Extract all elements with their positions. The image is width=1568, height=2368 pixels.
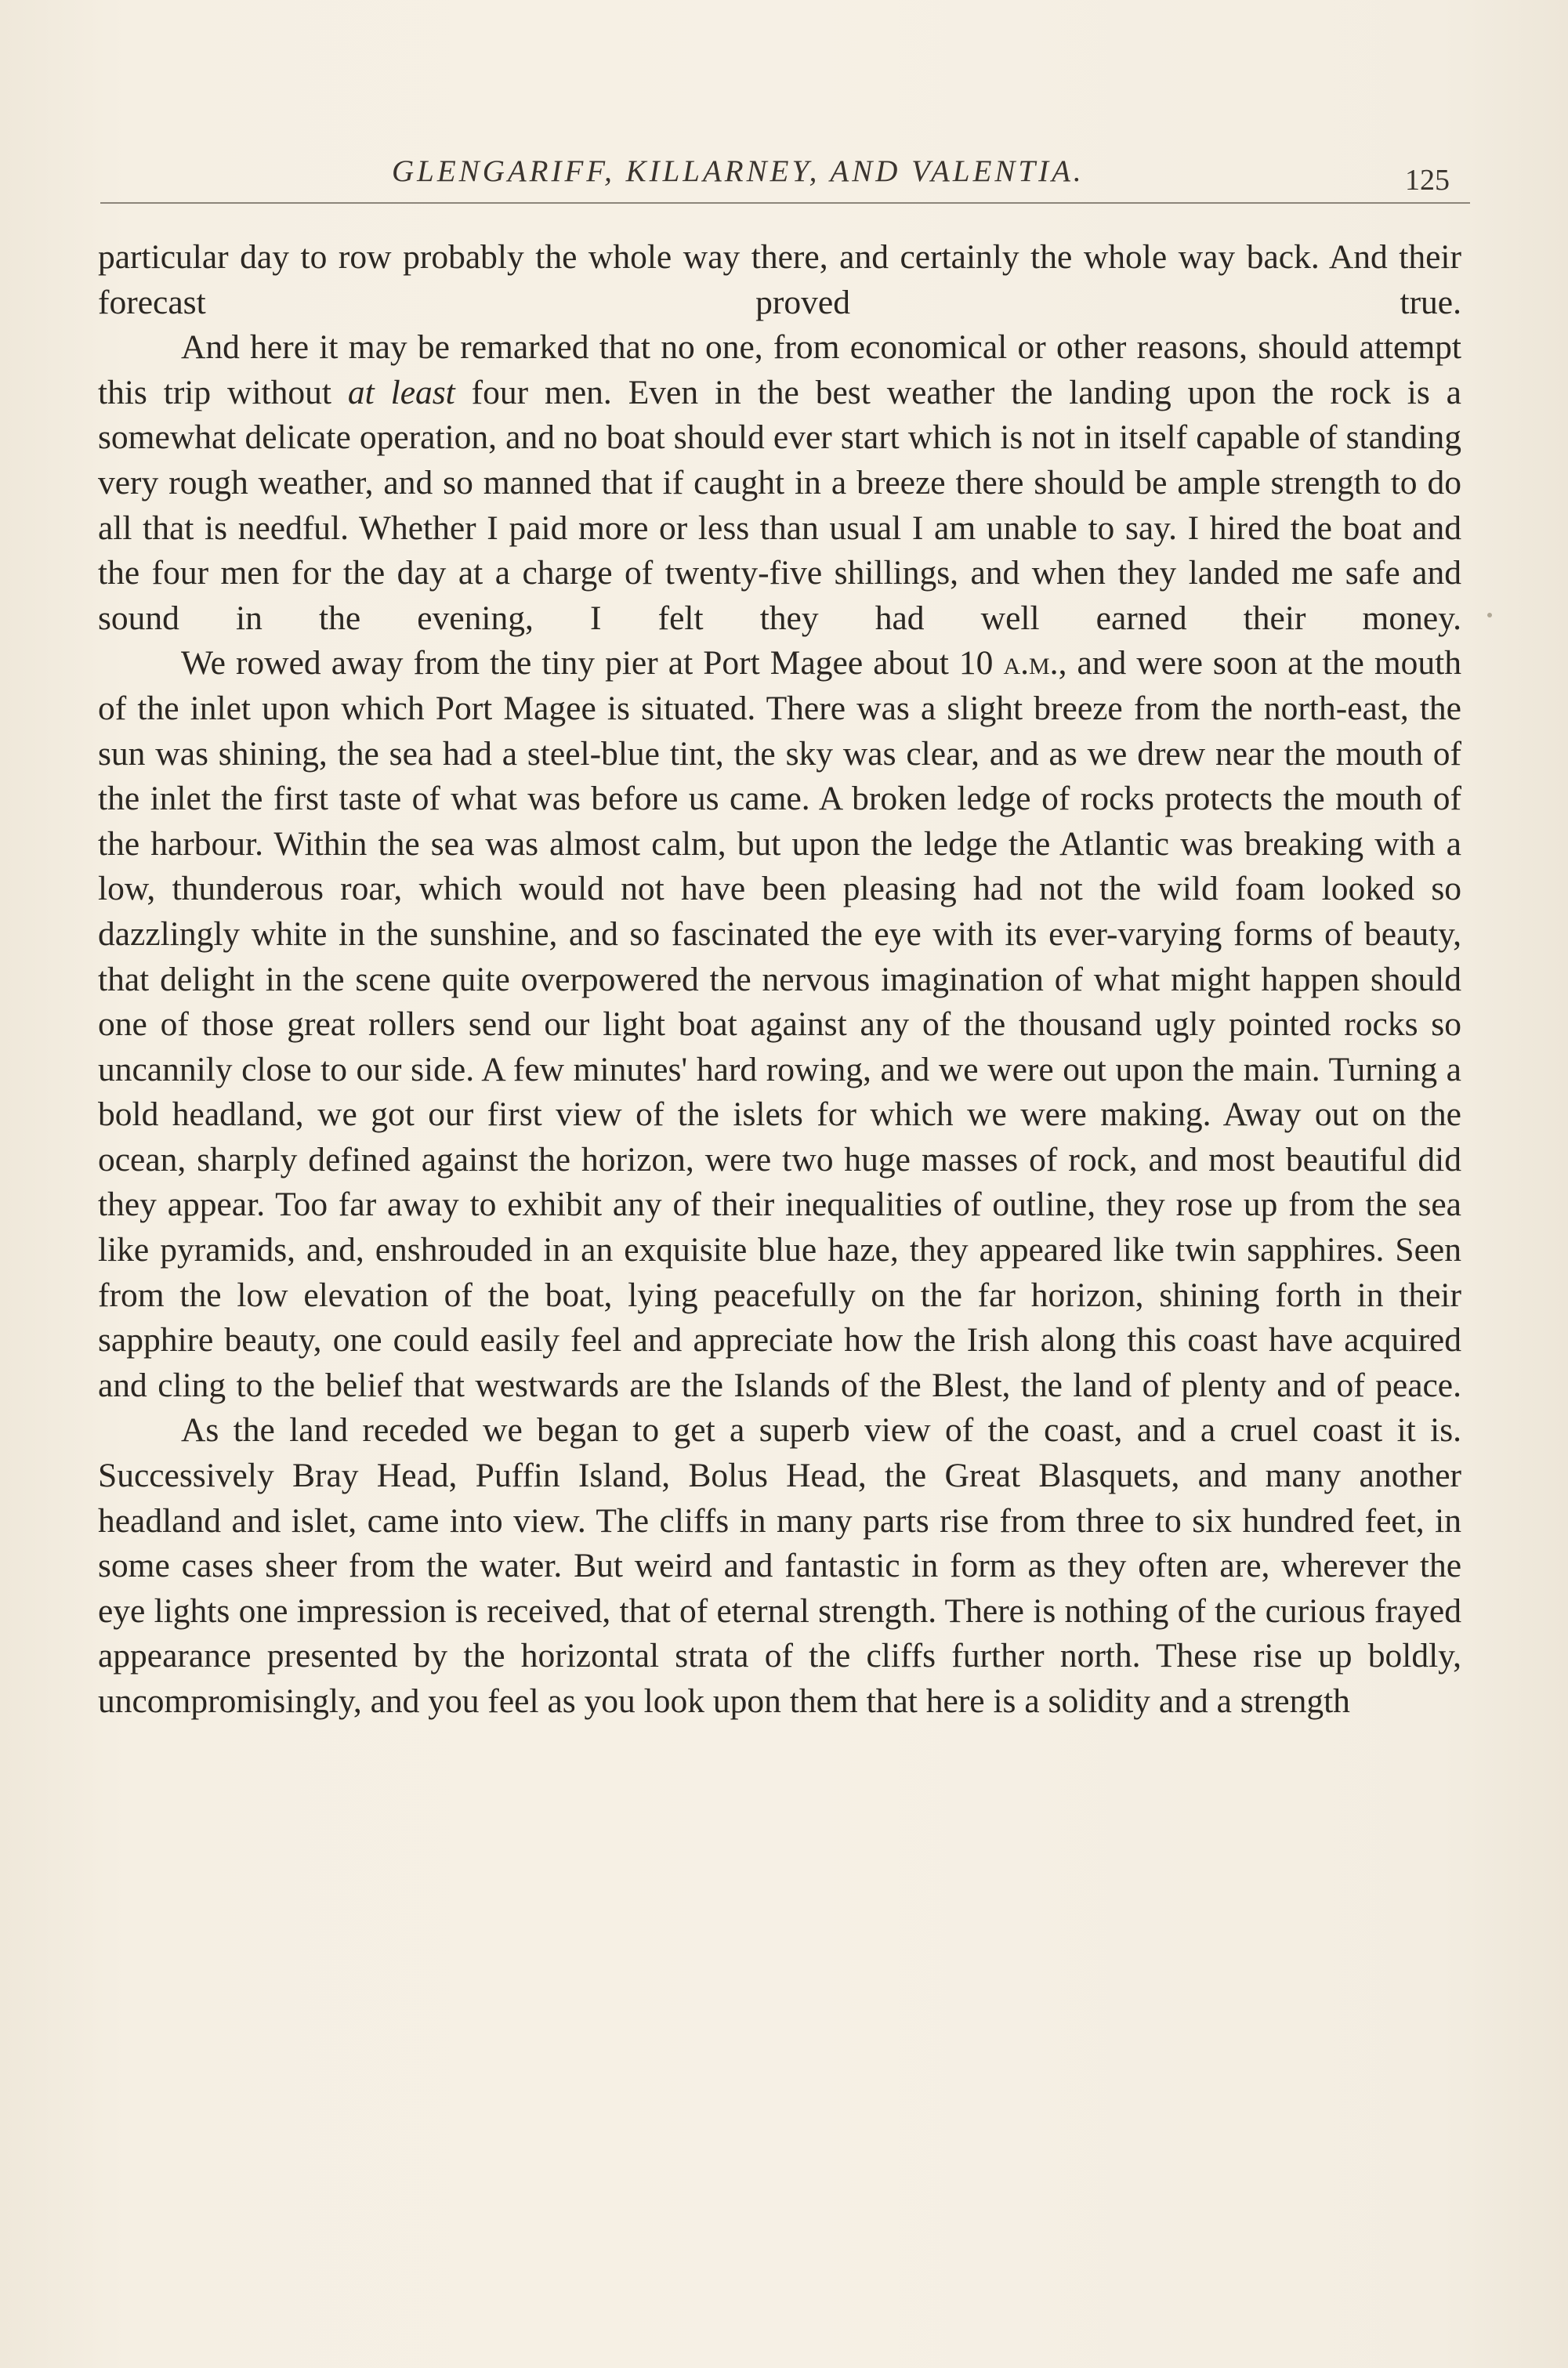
emphasis-at-least: at least: [347, 373, 455, 411]
header-rule: [100, 202, 1470, 204]
paragraph-coast-view: As the land receded we began to get a superb view of the coast, and a cruel coast it is. Successively Bray Head, Puffin Island, Bolus Head, the Great Blasquets, and many another headland and islet, came into view. The cliffs in many parts rise from three to six hundred feet, in some cases sheer from the water. But weird and fantastic in form as they often are, wherever the eye lights one impression is received, that of eternal strength. There is nothing of the curious frayed appearance presented by the horizontal strata of the cliffs further north. These rise up boldly, uncompromisingly, and you feel as you look upon them that here is a solidity and a strength: [98, 1411, 1461, 1720]
margin-speck: [1487, 613, 1492, 617]
paragraph-rowing-out: We rowed away from the tiny pier at Port Magee about 10 a.m., and were soon at the mouth of the inlet upon which Port Magee is situated. There was a slight breeze from the north-east, the sun was shining, the sea had a steel-blue tint, the sky was clear, and as we drew near the mouth of the inlet the first taste of what was before us came. A broken ledge of rocks protects the mouth of the harbour. Within the sea was almost calm, but upon the ledge the Atlantic was breaking with a low, thunderous roar, which would not have been pleasing had not the wild foam looked so dazzlingly white in the sunshine, and so fascinated the eye with its ever-varying forms of beauty, that delight in the scene quite overpowered the nervous imagination of what might happen should one of those great rollers send our light boat against any of the thousand ugly pointed rocks so uncannily close to our side. A few minutes' hard rowing, and we were out upon the main. Turning a bold headland, we got our first view of the islets for which we were making. Away out on the ocean, sharply defined against the horizon, were two huge masses of rock, and most beautiful did they appear. Too far away to exhibit any of their inequalities of outline, they rose up from the sea like pyramids, and, enshrouded in an exquisite blue haze, they appeared like twin sapphires. Seen from the low elevation of the boat, lying peacefully on the far horizon, shining forth in their sapphire beauty, one could easily feel and appreciate how the Irish along this coast have acquired and cling to the belief that westwards are the Islands of the Blest, the land of plenty and of peace.: [98, 644, 1461, 1404]
time-am: a.m.: [1003, 644, 1059, 683]
paragraph-continued: particular day to row probably the whole way there, and certainly the whole way back. And their forecast proved true.: [98, 238, 1461, 321]
body-text: [98, 235, 1461, 1725]
running-head: [0, 154, 1568, 197]
paragraph-landing-advice: And here it may be remarked that no one, from economical or other reasons, should attempt this trip without at least four men. Even in the best weather the landing upon the rock is a somewhat delicate operation, and no boat should ever start which is not in itself capable of standing very rough weather, and so manned that if caught in a breeze there should be ample strength to do all that is needful. Whether I paid more or less than usual I am unable to say. I hired the boat and the four men for the day at a charge of twenty-five shillings, and when they landed me safe and sound in the evening, I felt they had well earned their money.: [98, 328, 1461, 637]
page-number: 125: [1405, 164, 1450, 197]
running-title: GLENGARIFF, KILLARNEY, AND VALENTIA.: [392, 154, 1085, 188]
